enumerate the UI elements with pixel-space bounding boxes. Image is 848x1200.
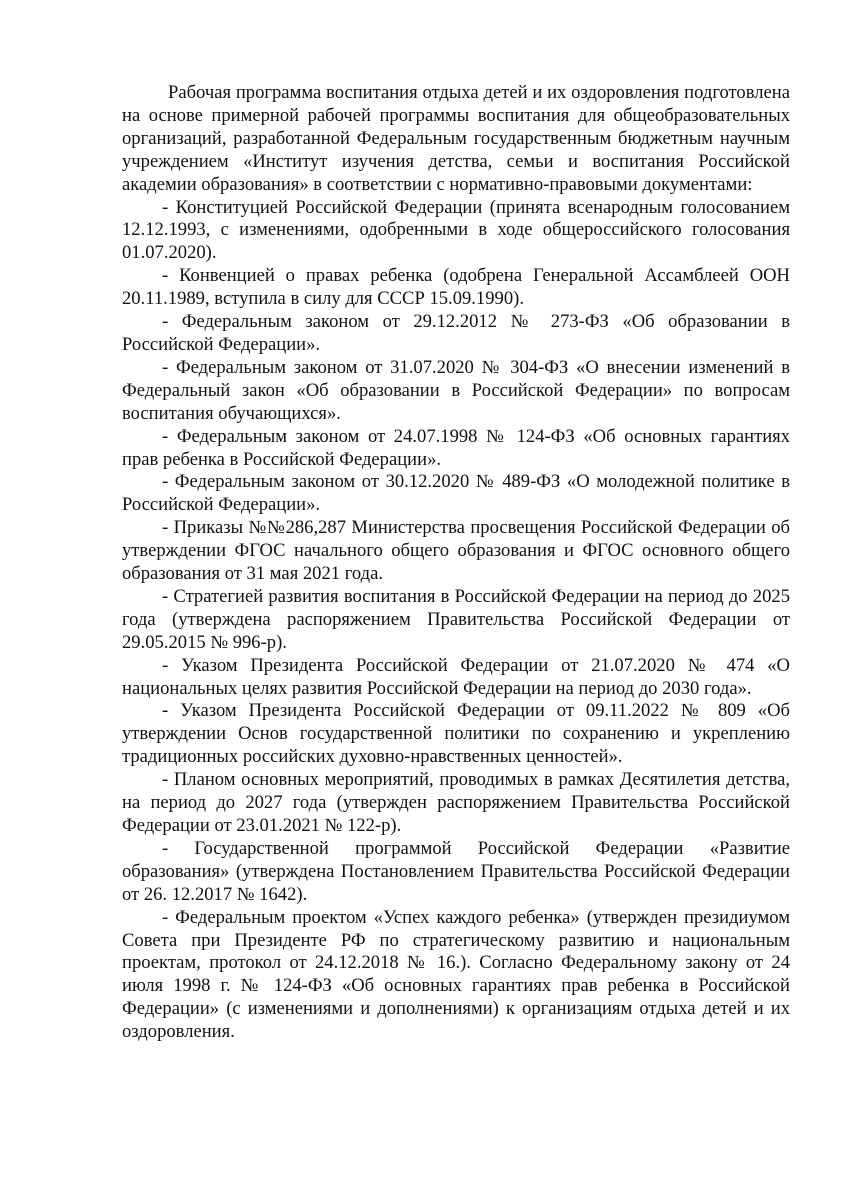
list-item-decree-474: - Указом Президента Российской Федерации от 21.07.2020 № 474 «О национальных целях развития Российской Федерации на период до 2030 года».	[122, 654, 790, 699]
document-page	[122, 82, 790, 1044]
list-item-decade-plan: - Планом основных мероприятий, проводимых в рамках Десятилетия детства, на период до 2027 года (утвержден распоряжением Правительства Российской Федерации от 23.01.2021 № 122-р).	[122, 769, 790, 836]
list-item-convention: - Конвенцией о правах ребенка (одобрена Генеральной Ассамблеей ООН 20.11.1989, вступила в силу для СССР 15.09.1990).	[122, 265, 790, 310]
intro-paragraph: Рабочая программа воспитания отдыха детей и их оздоровления подготовлена на основе примерной рабочей программы воспитания для общеобразовательных организаций, разработанной Федеральным государственным бюджетным научным учреждением «Институт изучения детства, семьи и воспитания Российской академии образования» в соответствии с нормативно-правовыми документами:	[122, 82, 790, 195]
list-item-law-124: - Федеральным законом от 24.07.1998 № 124-ФЗ «Об основных гарантиях прав ребенка в Российской Федерации».	[122, 425, 790, 470]
list-item-orders-fgos: - Приказы №№286,287 Министерства просвещения Российской Федерации об утверждении ФГОС начального общего образования и ФГОС основного общего образования от 31 мая 2021 года.	[122, 517, 790, 585]
list-item-decree-809: - Указом Президента Российской Федерации от 09.11.2022 № 809 «Об утверждении Основ государственной политики по сохранению и укреплению традиционных российских духовно-нравственных ценностей».	[122, 700, 790, 768]
list-item-strategy: - Стратегией развития воспитания в Российской Федерации на период до 2025 года (утверждена распоряжением Правительства Российской Федерации от 29.05.2015 № 996-р).	[122, 585, 790, 653]
list-item-constitution: - Конституцией Российской Федерации (принята всенародным голосованием 12.12.1993, с изменениями, одобренными в ходе общероссийского голосования 01.07.2020).	[122, 196, 790, 264]
list-item-law-304: - Федеральным законом от 31.07.2020 № 304-ФЗ «О внесении изменений в Федеральный закон «Об образовании в Российской Федерации» по вопросам воспитания обучающихся».	[122, 356, 790, 424]
list-item-law-489: - Федеральным законом от 30.12.2020 № 489-ФЗ «О молодежной политике в Российской Федерации».	[122, 471, 790, 516]
list-item-project-success: - Федеральным проектом «Успех каждого ребенка» (утвержден президиумом Совета при Президенте РФ по стратегическому развитию и национальным проектам, протокол от 24.12.2018 № 16.). Согласно Федеральному закону от 24 июля 1998 г. № 124-ФЗ «Об основных гарантиях прав ребенка в Российской Федерации» (с изменениями и дополнениями) к организациям отдыха детей и их оздоровления.	[122, 906, 790, 1043]
list-item-law-273: - Федеральным законом от 29.12.2012 № 273-ФЗ «Об образовании в Российской Федерации».	[122, 311, 790, 355]
list-item-state-program: - Государственной программой Российской Федерации «Развитие образования» (утверждена Постановлением Правительства Российской Федерации от 26. 12.2017 № 1642).	[122, 837, 790, 905]
